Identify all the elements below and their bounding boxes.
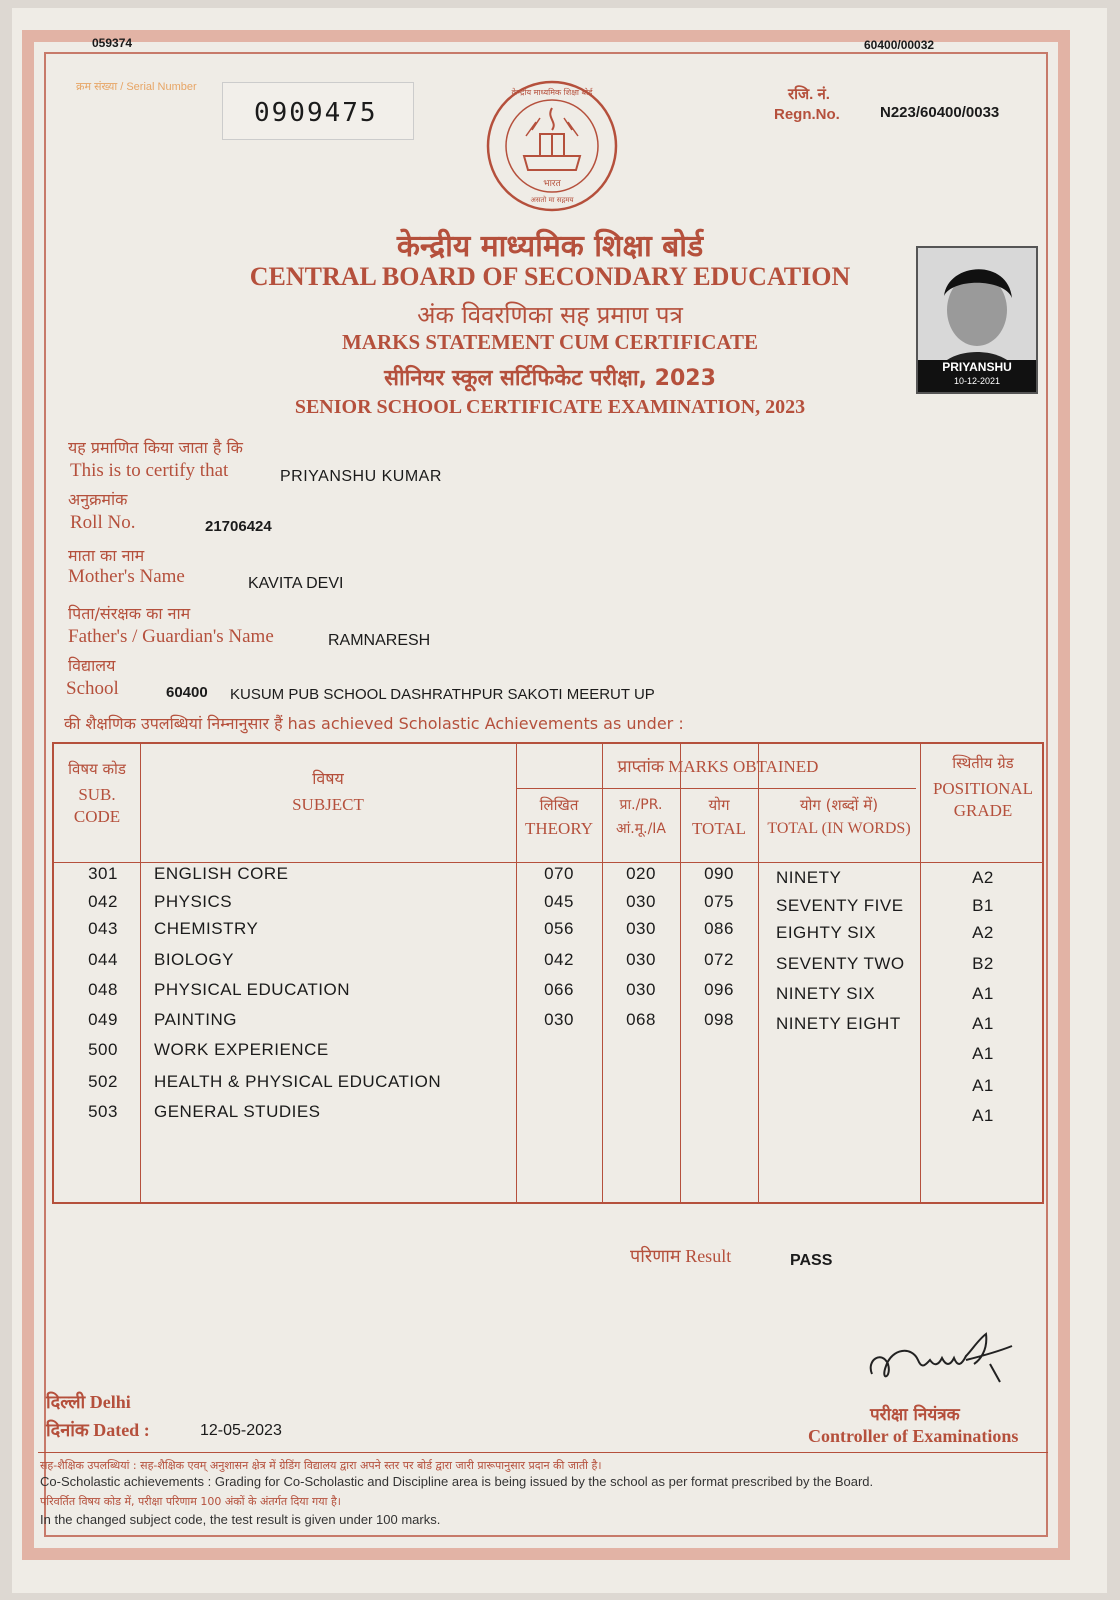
cell-theory: 030 (544, 1010, 574, 1029)
cell-pr: 068 (626, 1010, 656, 1029)
cell-subject: ENGLISH CORE (154, 864, 289, 883)
issue-date: 12-05-2023 (200, 1422, 282, 1439)
mother-label-en: Mother's Name (68, 566, 185, 587)
cell-words: EIGHTY SIX (776, 923, 877, 942)
th-total-hi: योग (708, 796, 730, 814)
cell-words: SEVENTY TWO (776, 954, 905, 973)
note2-en: In the changed subject code, the test result is given under 100 marks. (40, 1512, 441, 1527)
cell-code: 500 (88, 1040, 118, 1059)
cell-subject: BIOLOGY (154, 950, 235, 969)
result-value: PASS (790, 1252, 833, 1269)
cell-grade: A1 (972, 1106, 994, 1125)
th-total-en: TOTAL (691, 819, 747, 838)
cell-pr: 030 (626, 892, 656, 911)
cell-subject: PAINTING (154, 1010, 238, 1029)
th-subject-hi: विषय (312, 769, 344, 788)
cell-grade: B1 (972, 896, 994, 915)
mother-name: KAVITA DEVI (248, 575, 344, 592)
cell-code: 503 (88, 1102, 118, 1121)
board-title-en: CENTRAL BOARD OF SECONDARY EDUCATION (249, 262, 851, 291)
cell-total: 096 (704, 980, 734, 999)
cell-total: 098 (704, 1010, 734, 1029)
cell-total: 090 (704, 864, 734, 883)
place-hi: दिल्ली (46, 1392, 86, 1412)
controller-label-hi: परीक्षा नियंत्रक (870, 1405, 960, 1425)
cell-pr: 030 (626, 950, 656, 969)
cell-total: 086 (704, 919, 734, 938)
cell-words: NINETY (776, 868, 842, 887)
board-title-hi: केन्द्रीय माध्यमिक शिक्षा बोर्ड (396, 229, 704, 264)
marks-table (52, 742, 1044, 1204)
cell-words: NINETY SIX (776, 984, 876, 1003)
th-words-hi: योग (शब्दों में) (799, 796, 879, 814)
student-photo (916, 246, 1038, 394)
serial-number: 0909475 (254, 98, 378, 128)
cert-title-en: MARKS STATEMENT CUM CERTIFICATE (341, 330, 758, 354)
regn-number: N223/60400/0033 (880, 104, 1000, 121)
photo-date: 10-12-2021 (953, 376, 1001, 386)
photo-name: PRIYANSHU (942, 360, 1012, 374)
th-theory-hi: लिखित (539, 796, 579, 814)
certify-label-en: This is to certify that (70, 460, 229, 481)
note1-hi: सह-शैक्षिक उपलब्धियां : सह-शैक्षिक एवम् अनुशासन क्षेत्र में ग्रेडिंग विद्यालय द्वारा अपने स्तर पर बोर्ड द्वारा जारी प्रारूपानुसार प्रदान की जाती है। (40, 1459, 602, 1472)
mother-label-hi: माता का नाम (68, 546, 145, 565)
exam-title-en: SENIOR SCHOOL CERTIFICATE EXAMINATION, 2023 (294, 396, 806, 418)
school-label-hi: विद्यालय (68, 656, 116, 675)
father-label-hi: पिता/संरक्षक का नाम (68, 604, 191, 623)
cell-pr: 030 (626, 919, 656, 938)
father-label-en: Father's / Guardian's Name (68, 626, 274, 647)
cell-grade: A1 (972, 1076, 994, 1095)
th-subject-en: SUBJECT (292, 795, 364, 814)
achievements-label: की शैक्षणिक उपलब्धियां निम्नानुसार हैं has achieved Scholastic Achievements as under : (64, 714, 684, 733)
place-label (46, 1390, 131, 1414)
cell-words: NINETY EIGHT (776, 1014, 901, 1033)
roll-label-hi: अनुक्रमांक (68, 490, 128, 509)
cell-theory: 042 (544, 950, 574, 969)
cell-grade: A2 (972, 868, 994, 887)
th-code-en: SUB. CODE (73, 785, 121, 826)
cell-grade: B2 (972, 954, 994, 973)
cbse-seal-icon (484, 78, 620, 214)
th-words-en: TOTAL (IN WORDS) (767, 820, 911, 837)
cell-code: 042 (88, 892, 118, 911)
school-code: 60400 (166, 684, 208, 701)
note2-hi: परिवर्तित विषय कोड में, परीक्षा परिणाम 100 अंकों के अंतर्गत दिया गया है। (40, 1495, 341, 1508)
cell-subject: PHYSICAL EDUCATION (154, 980, 351, 999)
cell-grade: A1 (972, 1044, 994, 1063)
cell-total: 072 (704, 950, 734, 969)
cell-subject: GENERAL STUDIES (154, 1102, 321, 1121)
cell-words: SEVENTY FIVE (776, 896, 904, 915)
cell-subject: PHYSICS (154, 892, 233, 911)
school-name: KUSUM PUB SCHOOL DASHRATHPUR SAKOTI MEERUT UP (230, 686, 655, 703)
father-name: RAMNARESH (328, 632, 431, 649)
exam-title-hi: सीनियर स्कूल सर्टिफिकेट परीक्षा, 2023 (384, 366, 716, 391)
cell-subject: WORK EXPERIENCE (154, 1040, 329, 1059)
cell-code: 048 (88, 980, 118, 999)
regn-label-en: Regn.No. (774, 106, 840, 123)
cell-code: 044 (88, 950, 118, 969)
seal-ring-text: केन्द्रीय माध्यमिक शिक्षा बोर्ड (511, 88, 593, 97)
th-code-hi: विषय कोड (68, 760, 126, 778)
roll-number: 21706424 (205, 518, 272, 535)
note1-en: Co-Scholastic achievements : Grading for Co-Scholastic and Discipline area is being issued by the school as per format prescribed by the Board. (40, 1474, 874, 1489)
controller-signature (862, 1320, 1022, 1400)
cell-subject: HEALTH & PHYSICAL EDUCATION (154, 1072, 442, 1091)
cell-pr: 030 (626, 980, 656, 999)
certify-label-hi: यह प्रमाणित किया जाता है कि (68, 438, 243, 457)
dated-label: दिनांक Dated : (46, 1420, 150, 1440)
corner-serial-right: 60400/00032 (864, 38, 935, 52)
seal-motto: असतो मा सद्गमय (530, 196, 574, 204)
footer-divider (38, 1452, 1048, 1453)
th-grade-hi: स्थितीय ग्रेड (952, 754, 1014, 772)
cell-subject: CHEMISTRY (154, 919, 259, 938)
cell-theory: 045 (544, 892, 574, 911)
cell-theory: 056 (544, 919, 574, 938)
th-pr-en: आं.मू./IA (615, 821, 666, 837)
cell-grade: A1 (972, 984, 994, 1003)
cell-code: 043 (88, 919, 118, 938)
roll-label-en: Roll No. (70, 512, 136, 533)
th-pr-hi: प्रा./PR. (619, 797, 663, 813)
cell-theory: 070 (544, 864, 574, 883)
seal-country: भारत (543, 179, 561, 189)
cell-theory: 066 (544, 980, 574, 999)
result-label: परिणाम Result (630, 1246, 732, 1266)
th-grade-en: POSITIONAL GRADE (932, 779, 1034, 820)
cell-grade: A1 (972, 1014, 994, 1033)
cell-pr: 020 (626, 864, 656, 883)
cell-code: 049 (88, 1010, 118, 1029)
cell-grade: A2 (972, 923, 994, 942)
cell-code: 502 (88, 1072, 118, 1091)
th-theory-en: THEORY (525, 819, 593, 838)
place-en: Delhi (89, 1392, 131, 1412)
cell-total: 075 (704, 892, 734, 911)
serial-label: क्रम संख्या / Serial Number (76, 81, 197, 93)
student-name: PRIYANSHU KUMAR (280, 468, 442, 485)
school-label-en: School (66, 678, 119, 699)
corner-serial-left: 059374 (92, 36, 133, 50)
cert-title-hi: अंक विवरणिका सह प्रमाण पत्र (417, 301, 683, 329)
regn-label-hi: रजि. नं. (788, 86, 830, 103)
cell-code: 301 (88, 864, 118, 883)
controller-label-en: Controller of Examinations (808, 1426, 1019, 1446)
th-marks: प्राप्तांक MARKS OBTAINED (617, 757, 819, 776)
